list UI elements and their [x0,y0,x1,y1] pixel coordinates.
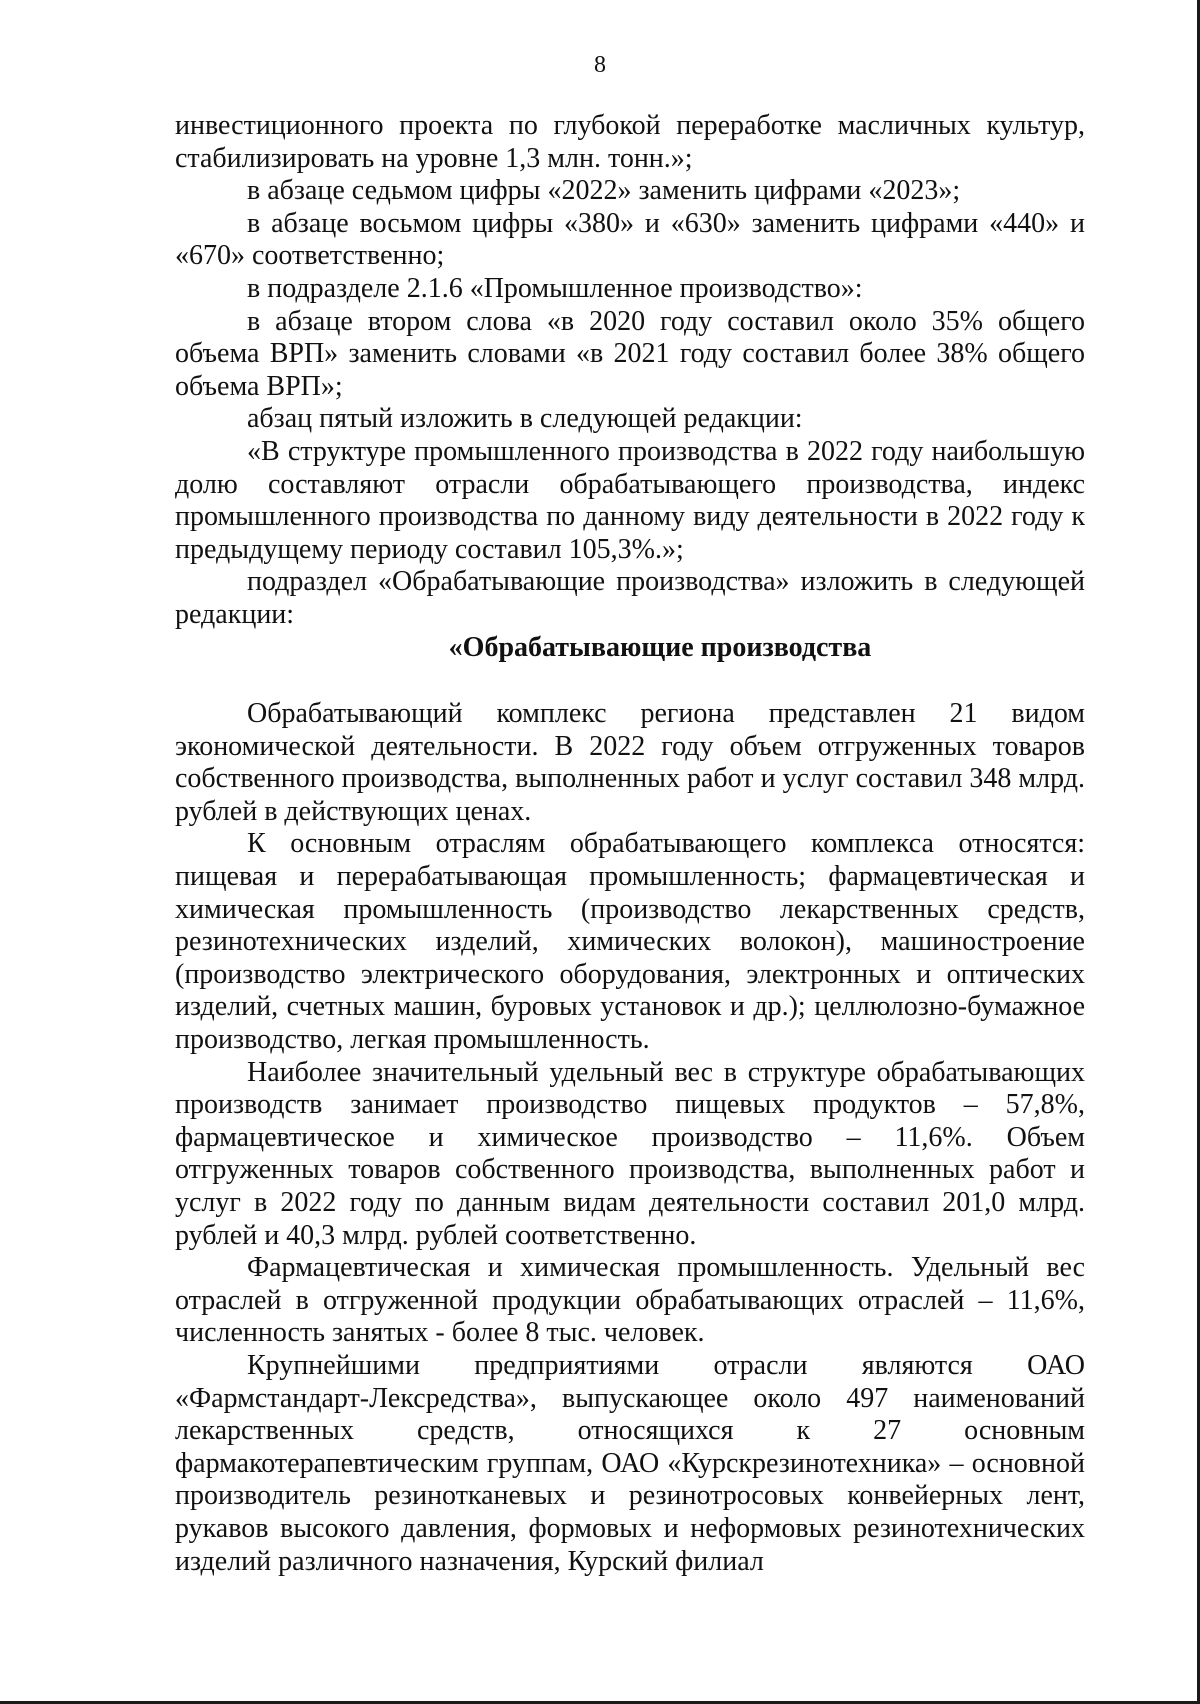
paragraph: «В структуре промышленного производства в 2022 году наибольшую долю составляют отрасли обрабатывающего производства, индекс промышленного производства по данному виду деятельности в 2022 году к предыдущему периоду составил 105,3%.»; [175,435,1085,565]
section-heading: «Обрабатывающие производства [448,631,872,663]
paragraph: подраздел «Обрабатывающие производства» изложить в следующей редакции: [175,566,1085,630]
page-number: 8 [594,52,606,78]
paragraph: в абзаце седьмом цифры «2022» заменить цифрами «2023»; [247,175,961,207]
paragraph: абзац пятый изложить в следующей редакции: [247,403,803,435]
paragraph: в абзаце втором слова «в 2020 году составил около 35% общего объема ВРП» заменить словами «в 2021 году составил более 38% общего объема ВРП»; [175,305,1085,402]
paragraph: К основным отраслям обрабатывающего комплекса относятся: пищевая и перерабатывающая промышленность; фармацевтическая и химическая промышленность (производство лекарственных средств, резинотехнических изделий, химических волокон), машиностроение (производство электрического оборудования, электронных и оптических изделий, счетных машин, буровых установок и др.); целлюлозно-бумажное производство, легкая промышленность. [175,828,1085,1056]
paragraph: Обрабатывающий комплекс региона представлен 21 видом экономической деятельности. В 2022 году объем отгруженных товаров собственного производства, выполненных работ и услуг составил 348 млрд. рублей в действующих ценах. [175,698,1085,827]
paragraph: инвестиционного проекта по глубокой переработке масличных культур, стабилизировать на уровне 1,3 млн. тонн.»; [175,110,1085,174]
paragraph: Фармацевтическая и химическая промышленность. Удельный вес отраслей в отгруженной продукции обрабатывающих отраслей – 11,6%, численность занятых - более 8 тыс. человек. [175,1252,1085,1349]
paragraph: Крупнейшими предприятиями отрасли являются ОАО «Фармстандарт-Лексредства», выпускающее около 497 наименований лекарственных средств, относящихся к 27 основным фармакотерапевтическим группам, ОАО «Курскрезинотехника» – основной производитель резинотканевых и резинотросовых конвейерных лент, рукавов высокого давления, формовых и неформовых резинотехнических изделий различного назначения, Курский филиал [175,1349,1085,1577]
paragraph: Наиболее значительный удельный вес в структуре обрабатывающих производств занимает производство пищевых продуктов – 57,8%, фармацевтическое и химическое производство – 11,6%. Объем отгруженных товаров собственного производства, выполненных работ и услуг в 2022 году по данным видам деятельности составил 201,0 млрд. рублей и 40,3 млрд. рублей соответственно. [175,1056,1085,1251]
document-body [175,110,1085,1578]
paragraph: в подразделе 2.1.6 «Промышленное производство»: [247,272,863,304]
paragraph: в абзаце восьмом цифры «380» и «630» заменить цифрами «440» и «670» соответственно; [175,207,1085,272]
